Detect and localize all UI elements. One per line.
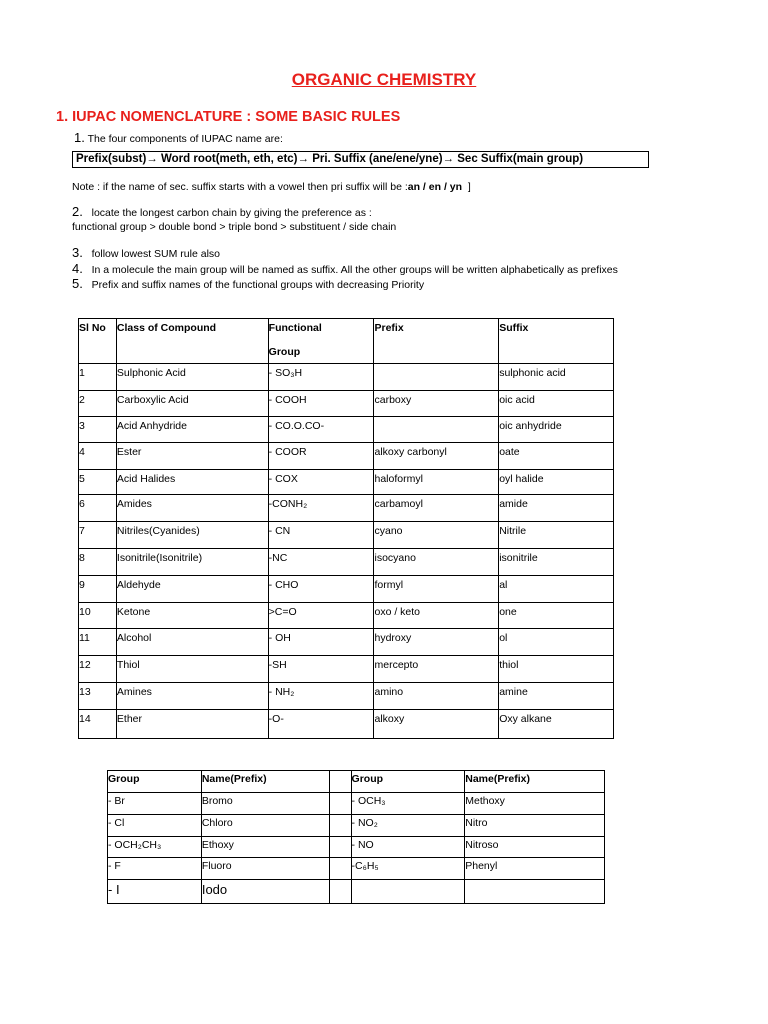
table-cell: formyl	[374, 576, 499, 603]
rule-5	[72, 276, 424, 291]
note-end: ]	[467, 181, 471, 193]
substituent-cell: Ethoxy	[201, 837, 329, 858]
substituent-body	[108, 793, 605, 904]
table-cell: Thiol	[116, 656, 268, 683]
rule-4	[72, 261, 618, 276]
table-cell: 13	[79, 683, 117, 710]
table-cell: Carboxylic Acid	[116, 391, 268, 417]
table-cell: >C=O	[268, 603, 374, 629]
header-group-right: Group	[351, 771, 465, 793]
table-cell: carboxy	[374, 391, 499, 417]
table-cell: thiol	[499, 656, 614, 683]
rule-3-number: 3.	[72, 245, 83, 260]
header-name-left: Name(Prefix)	[201, 771, 329, 793]
table-cell: Nitrile	[499, 522, 614, 549]
table-cell: 7	[79, 522, 117, 549]
section-heading: 1. IUPAC NOMENCLATURE : SOME BASIC RULES	[56, 109, 401, 125]
table-cell: -CONH₂	[268, 495, 374, 522]
rule-5-number: 5.	[72, 276, 83, 291]
substituent-cell: Nitro	[465, 815, 605, 837]
header-suffix: Suffix	[499, 319, 614, 364]
table-row	[79, 522, 614, 549]
spacer-cell	[329, 815, 351, 837]
document-title: ORGANIC CHEMISTRY	[291, 70, 477, 89]
rule-2	[72, 204, 372, 219]
table-cell: - OH	[268, 629, 374, 656]
table-cell: one	[499, 603, 614, 629]
substituent-row	[108, 880, 605, 904]
substituent-cell: - OCH₂CH₃	[108, 837, 202, 858]
header-name-right: Name(Prefix)	[465, 771, 605, 793]
header-prefix: Prefix	[374, 319, 499, 364]
rule-3-text: follow lowest SUM rule also	[91, 248, 220, 260]
spacer-cell	[329, 858, 351, 880]
iupac-components-box: Prefix(subst)→ Word root(meth, eth, etc)→ Pri. Suffix (ane/ene/yne)→ Sec Suffix(main group)	[72, 151, 649, 168]
table-row	[79, 417, 614, 443]
table-cell: 12	[79, 656, 117, 683]
table-cell: 14	[79, 710, 117, 739]
substituent-cell: Iodo	[201, 880, 329, 904]
table-cell: amino	[374, 683, 499, 710]
header-functional-group	[268, 319, 374, 364]
table-row	[79, 549, 614, 576]
rule-1-number: 1.	[74, 130, 85, 145]
table-cell: 4	[79, 443, 117, 470]
substituent-row	[108, 815, 605, 837]
table-cell: -SH	[268, 656, 374, 683]
table-row	[79, 443, 614, 470]
header-functional: Functional	[268, 322, 322, 334]
table-cell: 8	[79, 549, 117, 576]
table-cell: alkoxy carbonyl	[374, 443, 499, 470]
substituent-cell: - Cl	[108, 815, 202, 837]
table-cell: -NC	[268, 549, 374, 576]
table-cell	[374, 417, 499, 443]
table-cell: mercepto	[374, 656, 499, 683]
table-cell: -O-	[268, 710, 374, 739]
table-row	[79, 470, 614, 495]
table-cell: - COOH	[268, 391, 374, 417]
table-cell: - CHO	[268, 576, 374, 603]
table-cell: ol	[499, 629, 614, 656]
note-bold: an / en / yn	[407, 181, 463, 193]
table-cell: amide	[499, 495, 614, 522]
table-cell: 6	[79, 495, 117, 522]
table-row	[79, 629, 614, 656]
substituent-cell: - NO₂	[351, 815, 465, 837]
table-cell: oate	[499, 443, 614, 470]
substituent-cell: -C₆H₅	[351, 858, 465, 880]
substituent-table	[107, 770, 605, 904]
table-cell: Ether	[116, 710, 268, 739]
substituent-cell: Methoxy	[465, 793, 605, 815]
table-cell: - SO₃H	[268, 364, 374, 391]
rule-2-text: locate the longest carbon chain by giving the preference as :	[91, 207, 372, 219]
substituent-cell	[351, 880, 465, 904]
table-row	[79, 710, 614, 739]
table-cell: Isonitrile(Isonitrile)	[116, 549, 268, 576]
table-cell: 3	[79, 417, 117, 443]
rule-1	[74, 130, 283, 145]
rule-2-preference: functional group > double bond > triple bond > substituent / side chain	[72, 221, 397, 233]
substituent-cell: Bromo	[201, 793, 329, 815]
table-cell	[374, 364, 499, 391]
table-cell: Sulphonic Acid	[116, 364, 268, 391]
table-cell: - NH₂	[268, 683, 374, 710]
substituent-cell: Fluoro	[201, 858, 329, 880]
spacer-cell	[329, 793, 351, 815]
substituent-cell	[465, 880, 605, 904]
table-row	[79, 391, 614, 417]
spacer-cell	[329, 837, 351, 858]
header-class: Class of Compound	[116, 319, 268, 364]
substituent-cell: Nitroso	[465, 837, 605, 858]
substituent-header-row	[108, 771, 605, 793]
substituent-row	[108, 837, 605, 858]
table-cell: al	[499, 576, 614, 603]
rule-1-text: The four components of IUPAC name are:	[87, 133, 283, 145]
table-cell: Alcohol	[116, 629, 268, 656]
table-header-row	[79, 319, 614, 364]
substituent-cell: - F	[108, 858, 202, 880]
table-cell: oxo / keto	[374, 603, 499, 629]
table-cell: amine	[499, 683, 614, 710]
table-row	[79, 364, 614, 391]
table-cell: cyano	[374, 522, 499, 549]
table-cell: Aldehyde	[116, 576, 268, 603]
table-cell: 9	[79, 576, 117, 603]
rule-3	[72, 245, 220, 260]
table-cell: Ketone	[116, 603, 268, 629]
functional-groups-body	[79, 364, 614, 739]
header-sl-no: Sl No	[79, 319, 117, 364]
table-cell: hydroxy	[374, 629, 499, 656]
table-row	[79, 495, 614, 522]
header-group-left: Group	[108, 771, 202, 793]
table-row	[79, 683, 614, 710]
header-group: Group	[268, 346, 301, 358]
table-cell: Amines	[116, 683, 268, 710]
table-cell: oic anhydride	[499, 417, 614, 443]
table-cell: isocyano	[374, 549, 499, 576]
table-cell: 11	[79, 629, 117, 656]
table-cell: Acid Halides	[116, 470, 268, 495]
table-cell: Ester	[116, 443, 268, 470]
table-cell: 10	[79, 603, 117, 629]
substituent-cell: - I	[108, 880, 202, 904]
note-text: Note : if the name of sec. suffix starts with a vowel then pri suffix will be :	[72, 181, 408, 193]
substituent-cell: Phenyl	[465, 858, 605, 880]
functional-groups-table	[78, 318, 614, 739]
table-cell: - CO.O.CO-	[268, 417, 374, 443]
table-cell: Oxy alkane	[499, 710, 614, 739]
table-cell: 2	[79, 391, 117, 417]
table-cell: Acid Anhydride	[116, 417, 268, 443]
substituent-cell: Chloro	[201, 815, 329, 837]
table-cell: isonitrile	[499, 549, 614, 576]
rule-2-number: 2.	[72, 204, 83, 219]
table-cell: - COX	[268, 470, 374, 495]
table-row	[79, 656, 614, 683]
table-cell: carbamoyl	[374, 495, 499, 522]
rule-4-text: In a molecule the main group will be named as suffix. All the other groups will be written alphabetically as prefixes	[91, 264, 618, 276]
table-cell: haloformyl	[374, 470, 499, 495]
note	[72, 181, 471, 193]
table-cell: Nitriles(Cyanides)	[116, 522, 268, 549]
table-cell: 1	[79, 364, 117, 391]
table-row	[79, 603, 614, 629]
rule-5-text: Prefix and suffix names of the functional groups with decreasing Priority	[91, 279, 425, 291]
table-cell: sulphonic acid	[499, 364, 614, 391]
table-cell: oic acid	[499, 391, 614, 417]
table-cell: Amides	[116, 495, 268, 522]
table-cell: oyl halide	[499, 470, 614, 495]
table-cell: - COOR	[268, 443, 374, 470]
rule-4-number: 4.	[72, 261, 83, 276]
table-cell: 5	[79, 470, 117, 495]
table-cell: - CN	[268, 522, 374, 549]
table-row	[79, 576, 614, 603]
substituent-cell: - OCH₃	[351, 793, 465, 815]
substituent-row	[108, 793, 605, 815]
spacer-cell	[329, 880, 351, 904]
substituent-row	[108, 858, 605, 880]
substituent-cell: - Br	[108, 793, 202, 815]
header-spacer	[329, 771, 351, 793]
table-cell: alkoxy	[374, 710, 499, 739]
substituent-cell: - NO	[351, 837, 465, 858]
